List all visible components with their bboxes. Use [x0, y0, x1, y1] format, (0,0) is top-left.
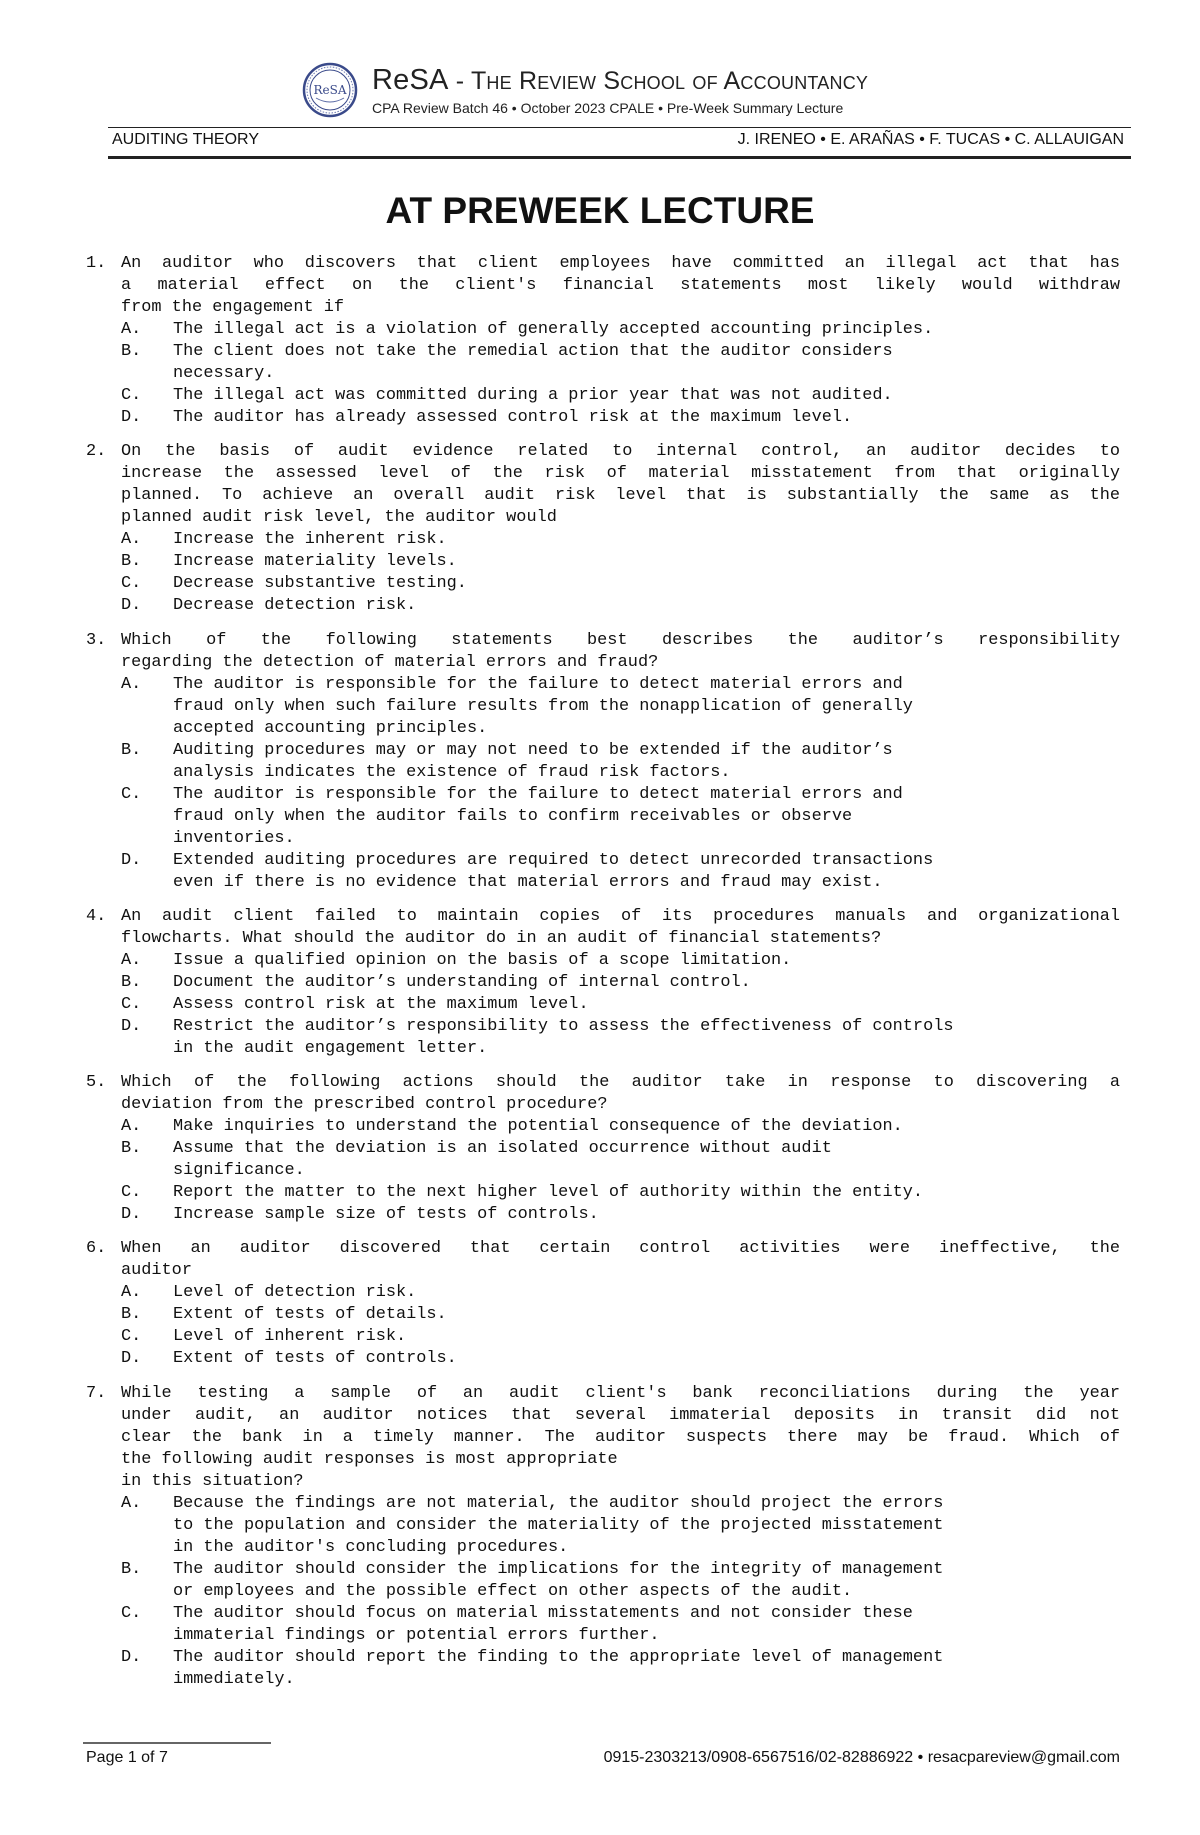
question-text-line: increase the assessed level of the risk of material misstatement from that originally: [121, 464, 1120, 483]
option-text: necessary.: [173, 364, 275, 383]
question-text-line: a material effect on the client's financial statements most likely would withdraw: [121, 276, 1120, 295]
option-text: The auditor should consider the implications for the integrity of management: [173, 1560, 944, 1579]
question-text-line: in this situation?: [121, 1472, 304, 1491]
question-text-line: An audit client failed to maintain copies of its procedures manuals and organizational: [121, 907, 1120, 926]
question-text-line: When an auditor discovered that certain control activities were ineffective, the: [121, 1239, 1120, 1258]
question-text-line: from the engagement if: [121, 298, 344, 317]
option-letter: D.: [121, 1648, 142, 1667]
option-text: immaterial findings or potential errors further.: [173, 1626, 660, 1645]
lecturers-label: J. IRENEO • E. ARAÑAS • F. TUCAS • C. ALLAUIGAN: [737, 131, 1124, 148]
question-number: 3.: [86, 631, 107, 650]
footer-divider: [83, 1742, 271, 1744]
question-text-line: regarding the detection of material errors and fraud?: [121, 653, 659, 672]
option-text: The auditor should report the finding to the appropriate level of management: [173, 1648, 944, 1667]
option-letter: B.: [121, 973, 142, 992]
option-letter: C.: [121, 386, 142, 405]
question-text-line: under audit, an auditor notices that several immaterial deposits in transit did not: [121, 1406, 1120, 1425]
org-name: [372, 64, 868, 97]
option-letter: A.: [121, 951, 142, 970]
option-text: inventories.: [173, 829, 295, 848]
org-name-rest: - The Review School of Accountancy: [455, 67, 869, 95]
question-text-line: planned. To achieve an overall audit risk level that is substantially the same as the: [121, 486, 1120, 505]
question-number: 7.: [86, 1384, 107, 1403]
question-number: 1.: [86, 254, 107, 273]
option-text: fraud only when the auditor fails to confirm receivables or observe: [173, 807, 853, 826]
option-text: Auditing procedures may or may not need to be extended if the auditor’s: [173, 741, 893, 760]
footer-contact: 0915-2303213/0908-6567516/02-82886922 • resacpareview@gmail.com: [603, 1749, 1120, 1766]
question-text-line: Which of the following statements best describes the auditor’s responsibility: [121, 631, 1120, 650]
option-text: The auditor has already assessed control risk at the maximum level.: [173, 408, 853, 427]
option-text: accepted accounting principles.: [173, 719, 488, 738]
option-text: The illegal act was committed during a prior year that was not audited.: [173, 386, 893, 405]
option-letter: B.: [121, 741, 142, 760]
option-text: Assess control risk at the maximum level.: [173, 995, 589, 1014]
option-text: Increase the inherent risk.: [173, 530, 447, 549]
question-text-line: While testing a sample of an audit client's bank reconciliations during the year: [121, 1384, 1120, 1403]
option-text: significance.: [173, 1161, 305, 1180]
logo-text: ReSA: [313, 83, 347, 97]
question-text-line: Which of the following actions should the auditor take in response to discovering a: [121, 1073, 1120, 1092]
subject-label: AUDITING THEORY: [112, 131, 259, 148]
option-letter: C.: [121, 995, 142, 1014]
option-text: Decrease substantive testing.: [173, 574, 467, 593]
option-letter: C.: [121, 1604, 142, 1623]
option-text: Document the auditor’s understanding of internal control.: [173, 973, 751, 992]
option-text: The auditor is responsible for the failure to detect material errors and: [173, 675, 903, 694]
page-number: Page 1 of 7: [86, 1749, 168, 1766]
option-letter: D.: [121, 1205, 142, 1224]
option-text: Level of detection risk.: [173, 1283, 417, 1302]
option-text: Extent of tests of details.: [173, 1305, 447, 1324]
option-text: Assume that the deviation is an isolated occurrence without audit: [173, 1139, 832, 1158]
question-text-line: clear the bank in a timely manner. The auditor suspects there may be fraud. Which of: [121, 1428, 1120, 1447]
option-text: in the auditor's concluding procedures.: [173, 1538, 569, 1557]
option-letter: B.: [121, 1560, 142, 1579]
page-title: AT PREWEEK LECTURE: [385, 190, 815, 231]
option-text: Extent of tests of controls.: [173, 1349, 457, 1368]
option-text: Level of inherent risk.: [173, 1327, 407, 1346]
option-text: The client does not take the remedial action that the auditor considers: [173, 342, 893, 361]
option-letter: D.: [121, 1017, 142, 1036]
option-letter: D.: [121, 851, 142, 870]
option-text: in the audit engagement letter.: [173, 1039, 488, 1058]
option-letter: B.: [121, 342, 142, 361]
option-letter: D.: [121, 1349, 142, 1368]
option-letter: A.: [121, 1117, 142, 1136]
option-text: Increase materiality levels.: [173, 552, 457, 571]
option-letter: A.: [121, 675, 142, 694]
option-text: immediately.: [173, 1670, 295, 1689]
option-text: even if there is no evidence that material errors and fraud may exist.: [173, 873, 883, 892]
option-text: Decrease detection risk.: [173, 596, 417, 615]
option-text: Report the matter to the next higher level of authority within the entity.: [173, 1183, 924, 1202]
option-text: or employees and the possible effect on other aspects of the audit.: [173, 1582, 853, 1601]
question-text-line: An auditor who discovers that client employees have committed an illegal act that has: [121, 254, 1120, 273]
option-letter: A.: [121, 530, 142, 549]
resa-seal-logo-icon: [302, 62, 358, 118]
question-number: 5.: [86, 1073, 107, 1092]
option-text: Because the findings are not material, the auditor should project the errors: [173, 1494, 944, 1513]
option-letter: C.: [121, 574, 142, 593]
option-text: Increase sample size of tests of controls.: [173, 1205, 599, 1224]
option-letter: D.: [121, 596, 142, 615]
question-text-line: the following audit responses is most appropriate: [121, 1450, 618, 1469]
header-subtitle: CPA Review Batch 46 • October 2023 CPALE • Pre-Week Summary Lecture: [372, 100, 844, 116]
question-text-line: deviation from the prescribed control procedure?: [121, 1095, 608, 1114]
question-number: 2.: [86, 442, 107, 461]
option-letter: C.: [121, 785, 142, 804]
option-letter: A.: [121, 1283, 142, 1302]
option-text: to the population and consider the materiality of the projected misstatement: [173, 1516, 944, 1535]
option-letter: C.: [121, 1327, 142, 1346]
option-text: Make inquiries to understand the potential consequence of the deviation.: [173, 1117, 903, 1136]
option-letter: B.: [121, 1139, 142, 1158]
option-letter: A.: [121, 1494, 142, 1513]
option-text: Issue a qualified opinion on the basis of a scope limitation.: [173, 951, 792, 970]
question-text-line: On the basis of audit evidence related to internal control, an auditor decides to: [121, 442, 1120, 461]
option-text: analysis indicates the existence of fraud risk factors.: [173, 763, 731, 782]
question-text-line: flowcharts. What should the auditor do in an audit of financial statements?: [121, 929, 882, 948]
option-text: The auditor should focus on material misstatements and not consider these: [173, 1604, 913, 1623]
option-letter: D.: [121, 408, 142, 427]
option-letter: B.: [121, 552, 142, 571]
option-text: The illegal act is a violation of generally accepted accounting principles.: [173, 320, 934, 339]
option-letter: C.: [121, 1183, 142, 1202]
option-text: The auditor is responsible for the failure to detect material errors and: [173, 785, 903, 804]
question-text-line: planned audit risk level, the auditor would: [121, 508, 557, 527]
option-text: fraud only when such failure results from the nonapplication of generally: [173, 697, 913, 716]
option-letter: B.: [121, 1305, 142, 1324]
option-text: Restrict the auditor’s responsibility to assess the effectiveness of controls: [173, 1017, 954, 1036]
question-number: 6.: [86, 1239, 107, 1258]
question-number: 4.: [86, 907, 107, 926]
option-letter: A.: [121, 320, 142, 339]
option-text: Extended auditing procedures are required to detect unrecorded transactions: [173, 851, 934, 870]
question-text-line: auditor: [121, 1261, 192, 1280]
org-name-prefix: ReSA: [372, 64, 449, 96]
